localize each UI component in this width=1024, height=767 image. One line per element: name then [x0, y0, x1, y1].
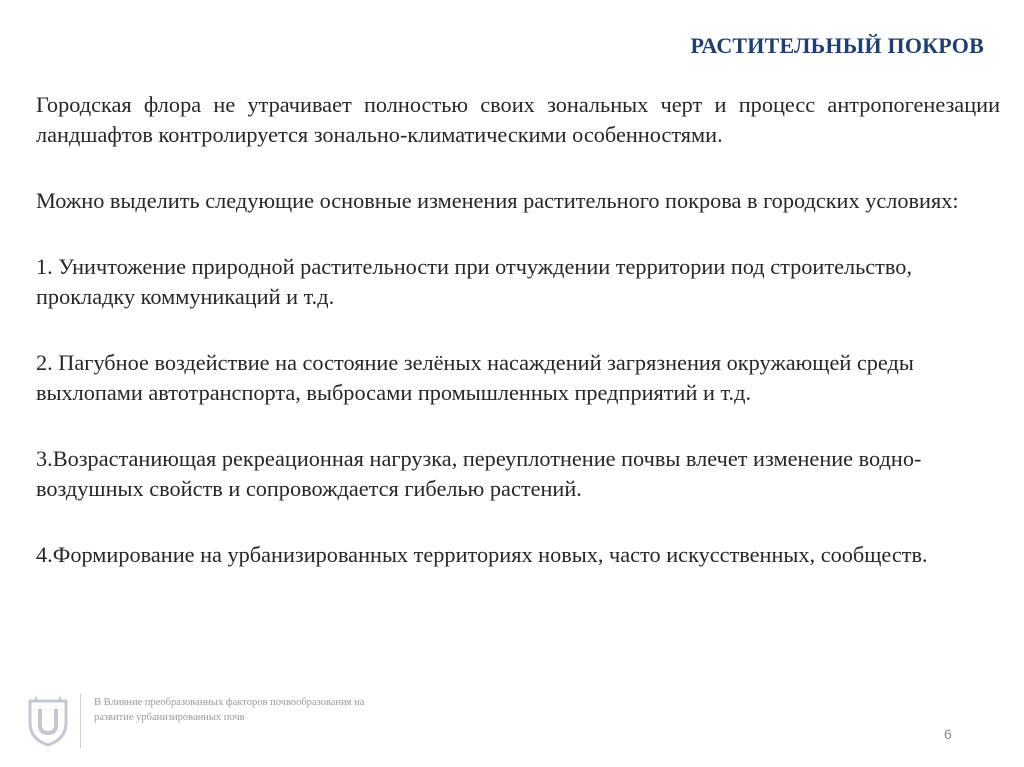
- slide-body: [36, 90, 1000, 570]
- list-item: 3.Возрастаниющая рекреационная нагрузка, переуплотнение почвы влечет изменение водно-воздушных свойств и сопровождается гибелью растений.: [36, 446, 922, 501]
- lead-paragraph: Можно выделить следующие основные изменения растительного покрова в городских условиях:: [36, 188, 959, 213]
- list-item: 2. Пагубное воздействие на состояние зелёных насаждений загрязнения окружающей среды выхлопами автотранспорта, выбросами промышленных предприятий и т.д.: [36, 350, 914, 405]
- university-shield-icon: [24, 695, 72, 747]
- slide-title: РАСТИТЕЛЬНЫЙ ПОКРОВ: [690, 33, 984, 58]
- footer-divider: [80, 694, 81, 748]
- list-item: 1. Уничтожение природной растительности при отчуждении территории под строительство, прокладку коммуникаций и т.д.: [36, 254, 913, 309]
- page-number: 6: [944, 726, 952, 742]
- footer-caption: В Влияние преобразованных факторов почвообразования на развитие урбанизированных почв: [94, 697, 365, 723]
- list-item: 4.Формирование на урбанизированных территориях новых, часто искусственных, сообществ.: [36, 542, 928, 567]
- intro-paragraph: Городская флора не утрачивает полностью своих зональных черт и процесс антропогенезации ландшафтов контролируется зонально-климатическими особенностями.: [36, 92, 1000, 147]
- slide-footer: [0, 690, 1024, 750]
